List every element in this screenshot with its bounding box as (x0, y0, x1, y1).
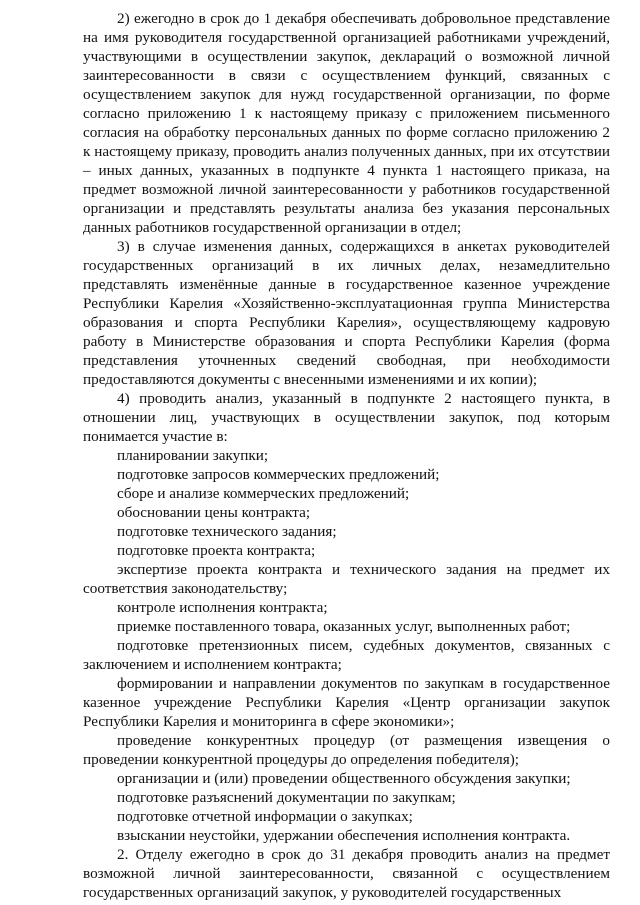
paragraph-item-2-annual-declarations: 2) ежегодно в срок до 1 декабря обеспечивать добровольное представление на имя руководителя государственной организацией работниками учреждений, участвующими в осуществлении закупок, деклараций о возможной личной заинтересованности в связи с осуществлением функций, связанных с осуществлением закупок для нужд государственной организации, по форме согласно приложению 1 к настоящему приказу с приложением письменного согласия на обработку персональных данных по форме согласно приложению 2 к настоящему приказу, проводить анализ полученных данных, при их отсутствии – иных данных, указанных в подпункте 4 пункта 1 настоящего приказа, на предмет возможной личной заинтересованности у работников государственной организации и представлять результаты анализа без указания персональных данных работников государственной организации в отдел; (83, 10, 610, 236)
list-item: экспертизе проекта контракта и технического задания на предмет их соответствия законодательству; (83, 561, 610, 597)
list-item: обосновании цены контракта; (117, 504, 311, 521)
list-item: подготовке разъяснений документации по закупкам; (117, 789, 456, 806)
list-item: подготовке проекта контракта; (117, 542, 316, 559)
list-item: подготовке претензионных писем, судебных документов, связанных с заключением и исполнением контракта; (83, 637, 610, 673)
list-item: проведение конкурентных процедур (от размещения извещения о проведении конкурентной процедуры до определения победителя); (83, 732, 610, 768)
list-item: формировании и направлении документов по закупкам в государственное казенное учреждение Республики Карелия «Центр организации закупок Республики Карелия и мониторинга в сфере экономики»; (83, 675, 610, 730)
list-item: приемке поставленного товара, оказанных услуг, выполненных работ; (117, 618, 571, 635)
paragraph-item-4-analysis: 4) проводить анализ, указанный в подпункте 2 настоящего пункта, в отношении лиц, участвующих в осуществлении закупок, под которым понимается участие в: (83, 390, 610, 445)
list-item: организации и (или) проведении общественного обсуждения закупки; (117, 770, 571, 787)
list-item: контроле исполнения контракта; (117, 599, 328, 616)
paragraph-section-2-department: 2. Отделу ежегодно в срок до 31 декабря проводить анализ на предмет возможной личной заинтересованности, связанной с осуществлением государственных организаций закупок, у руководителей государственных (83, 846, 610, 901)
list-item: планировании закупки; (117, 447, 269, 464)
list-item: сборе и анализе коммерческих предложений; (117, 485, 410, 502)
list-item: подготовке запросов коммерческих предложений; (117, 466, 440, 483)
list-item: подготовке отчетной информации о закупках; (117, 808, 413, 825)
document-body (83, 9, 610, 902)
list-item: подготовке технического задания; (117, 523, 337, 540)
list-item: взыскании неустойки, удержании обеспечения исполнения контракта. (117, 827, 571, 844)
paragraph-item-3-data-changes: 3) в случае изменения данных, содержащихся в анкетах руководителей государственных организаций в их личных делах, незамедлительно представлять изменённые данные в государственное казенное учреждение Республики Карелия «Хозяйственно-эксплуатационная группа Министерства образования и спорта Республики Карелия», осуществляющему кадровую работу в Министерстве образования и спорта Республики Карелия (форма представления уточненных сведений свободная, при необходимости предоставляются документы с внесенными изменениями и их копии); (83, 238, 610, 388)
